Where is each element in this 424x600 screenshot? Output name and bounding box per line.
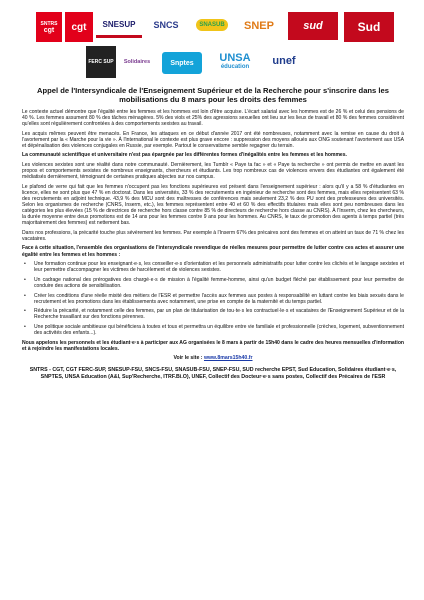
logo-banner <box>0 0 424 84</box>
logo-snasub: SNASUB <box>190 10 234 40</box>
list-item: • Une formation continue pour les enseignant·e·s, les conseiller·e·s d'orientation et les personnels administratifs pour lutter contre les clichés et le langage sexistes et leur permettre d'accompagner les victimes de harcèlement et de violences sexistes. <box>24 261 404 274</box>
list-item: • Créer les conditions d'une réelle mixité des métiers de l'ESR et permettre l'accès aux femmes aux postes à responsabilité en luttant contre les biais sexués dans le recrutement et les promotions dans les établissements avec notamment, une prise en compte de la maternité et du temps partiel. <box>24 292 404 305</box>
page-title: Appel de l'Intersyndicale de l'Enseignement Supérieur et de la Recherche pour s'inscrire dans les mobilisations du 8 mars pour les droits des femmes <box>37 86 389 104</box>
logo-snesup-fsu: SNESUP <box>96 14 142 38</box>
logo-ferc-sup: FERC SUP <box>86 46 116 78</box>
logo-unsa-education: UNSA éducation <box>219 52 251 70</box>
paragraph: Les acquis mêmes peuvent être menacés. En France, les attaques en ce début d'année 2017 ont été nombreuses, notamment avec la remise en cause du droit à l'avortement par la « Marche pour la vie ». À l'international le contexte est plus grave encore : suppression des moyens alloués aux ONG soutenant l'avortement aux USA et dépénalisation des violences conjugales en Russie, par exemple. Partout le conservatisme semble regagner du terrain. <box>22 130 404 149</box>
paragraph: Dans nos professions, la précarité touche plus sévèrement les femmes. Par exemple à l'Inserm 67% des précaires sont des femmes et on atteint un taux de 71 % chez les vacataires. <box>22 229 404 242</box>
list-item: • Une politique sociale ambitieuse qui bénéficiera à toutes et tous et permettra un équilibre entre vie familiale et professionnelle (crèches, logement, subventionnement des activités des enfants...). <box>24 323 404 336</box>
section-heading: Face à cette situation, l'ensemble des organisations de l'intersyndicale revendique de réelles mesures pour permettre de lutter contre ces actes et assurer une égalité entre les femmes et les hommes : <box>22 245 404 258</box>
logo-sncs: SNCS <box>153 20 179 30</box>
list-item: • Un cadrage national des prérogatives des chargé·e·s de mission à l'égalité femme-homme, ainsi qu'un budget fléché par établissement pour leur permettre de conduire des actions de sensibilisation. <box>24 276 404 289</box>
logo-sntrs-cgt: SNTRS cgt <box>36 12 62 42</box>
paragraph: Le plafond de verre qui fait que les femmes n'occupent pas les fonctions supérieures est présent dans l'enseignement supérieur : alors qu'il y a 58 % d'étudiantes en licence, elles ne sont plus que 47 % en doctorat. Dans les universités, 33 % des recrutements en ingénieur de recherche sont des femmes, mais elles représentent 63 % des recrutements en adjoint technique. 43,9 % des MCU sont des maîtresses de conférences mais seulement 23,2 % des PU sont des professeures des universités. Selon les organismes de recherche (CNRS, Inserm, etc.), les femmes représentent entre 40 et 60 % des effectifs titulaires mais elles sont peu nombreuses dans les catégories les plus élevées (15 % de directrices de recherche hors classe contre 85 % de directeurs de recherche hors classe au CNRS). À l'Inserm, chez les chercheurs, la durée moyenne entre deux promotions est de 14 ans pour les femmes contre 9 ans pour les hommes. Au CNRS, le taux de promotion des agents à temps partiel (très majoritairement des femmes) est nettement bas. <box>22 183 404 227</box>
signatories: SNTRS - CGT, CGT FERC-SUP, SNESUP-FSU, SNCS-FSU, SNASUB-FSU, SNEP-FSU, SUD recherche EPST, Sud Education, Solidaires étudiant·e·s, SNPTES, UNSA Education (A&I, Sup'Recherche, ITRF.Bi.O), UNEF, Collectif des Docteur·e·s sans postes, Collectif des Précaires de l'ESR <box>29 367 397 380</box>
logo-solidaires: Solidaires <box>123 59 151 65</box>
demands-list <box>22 261 404 336</box>
paragraph: Les violences sexistes sont une réalité dans notre communauté. Dernièrement, les Tumblr « Paye ta fac » et « Paye ta recherche » ont permis de mettre en avant les propos et comportements sexistes de nombreux enseignants, chercheurs et étudiants. Les trop nombreux cas de violences envers des étudiantes ont également été médiatisés dernièrement, témoignant de certaines pratiques abjectes sur nos campus. <box>22 162 404 181</box>
logo-snptes: Snptes <box>162 52 202 74</box>
logo-cgt-ferc: cgt <box>65 12 93 42</box>
bullet-icon: • <box>24 308 26 315</box>
list-item: • Réduire la précarité, et notamment celle des femmes, par un plan de titularisation de tou·te·s les contractuel·le·s et vacataires de l'Enseignement Supérieur et de la Recherche travaillant sur des fonctions pérennes. <box>24 308 404 321</box>
logo-sud-recherche: sud <box>288 12 338 40</box>
bullet-icon: • <box>24 323 26 330</box>
paragraph: Le contexte actuel démontre que l'égalité entre les femmes et les hommes est loin d'être acquise. L'écart salarial avec les hommes est de 26 % et celui des pensions de 40 %. Les femmes assument 80 % des tâches ménagères. 5% des viols et 25% des agressions sexuelles ont lieu sur les lieux de travail et 80 % des femmes considèrent qu'elles sont régulièrement confrontées à des comportements sexistes au travail. <box>22 109 404 128</box>
section-heading: La communauté scientifique et universitaire n'est pas épargnée par les différentes formes d'inégalités entre les femmes et les hommes. <box>22 152 347 159</box>
logo-unef: unef <box>272 55 296 67</box>
bullet-icon: • <box>24 292 26 299</box>
call-to-action: Nous appelons les personnels et les étudiant·e·s à participer aux AG organisées le 8 mars à partir de 15h40 dans le cadre des heures mensuelles d'information et à rejoindre les manifestations locales. <box>22 339 404 352</box>
website-line <box>22 355 404 361</box>
logo-sud-education: Sud <box>344 12 394 42</box>
bullet-icon: • <box>24 276 26 283</box>
website-label: Voir le site : <box>173 355 203 362</box>
website-link[interactable]: www.8mars15h40.fr <box>203 355 253 362</box>
document-body <box>22 86 404 380</box>
bullet-icon: • <box>24 261 26 268</box>
logo-snep: SNEP <box>244 20 274 32</box>
